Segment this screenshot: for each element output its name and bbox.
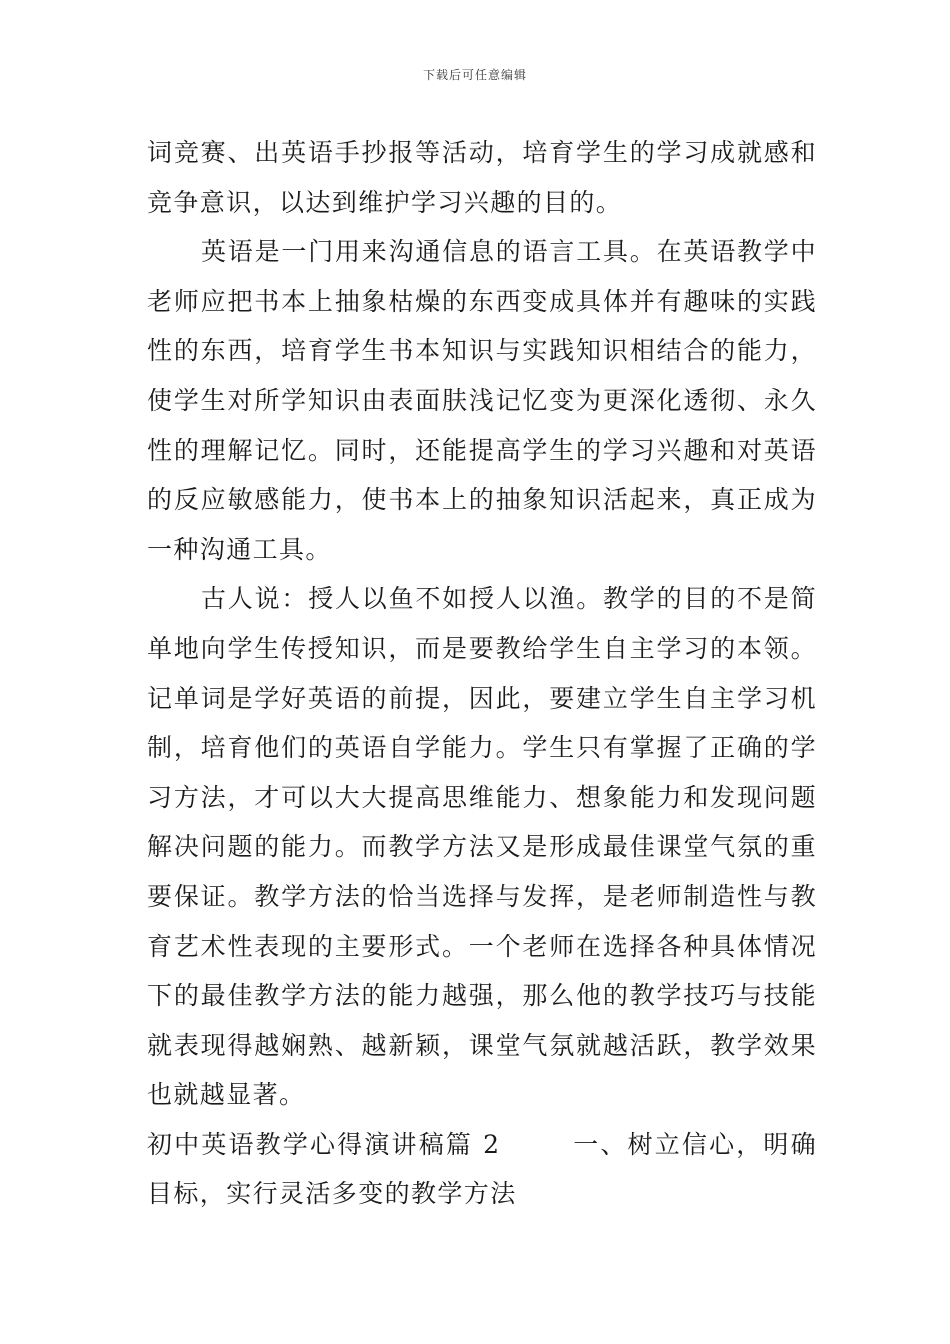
page-header: 下载后可任意编辑	[422, 68, 527, 82]
paragraph-2: 英语是一门用来沟通信息的语言工具。在英语教学中老师应把书本上抽象枯燥的东西变成具体并有趣味的实践性的东西，培育学生书本知识与实践知识相结合的能力，使学生对所学知识由表面肤浅记忆变为更深化透彻、永久性的理解记忆。同时，还能提高学生的学习兴趣和对英语的反应敏感能力，使书本上的抽象知识活起来，真正成为一种沟通工具。	[147, 237, 817, 564]
section-title: 初中英语教学心得演讲稿篇 2	[147, 1129, 501, 1159]
document-body	[147, 128, 817, 1219]
paragraph-1: 词竞赛、出英语手抄报等活动，培育学生的学习成就感和竞争意识，以达到维护学习兴趣的目的。	[147, 138, 817, 217]
section-subtitle: 一、树立信心，明确目标，实行灵活多变的教学方法	[147, 1129, 817, 1209]
section-heading	[147, 1120, 817, 1219]
paragraph-3: 古人说：授人以鱼不如授人以渔。教学的目的不是简单地向学生传授知识，而是要教给学生自主学习的本领。记单词是学好英语的前提，因此，要建立学生自主学习机制，培育他们的英语自学能力。学生只有掌握了正确的学习方法，才可以大大提高思维能力、想象能力和发现问题解决问题的能力。而教学方法又是形成最佳课堂气氛的重要保证。教学方法的恰当选择与发挥，是老师制造性与教育艺术性表现的主要形式。一个老师在选择各种具体情况下的最佳教学方法的能力越强，那么他的教学技巧与技能就表现得越娴熟、越新颖，课堂气氛就越活跃，教学效果也就越显著。	[147, 584, 817, 1110]
